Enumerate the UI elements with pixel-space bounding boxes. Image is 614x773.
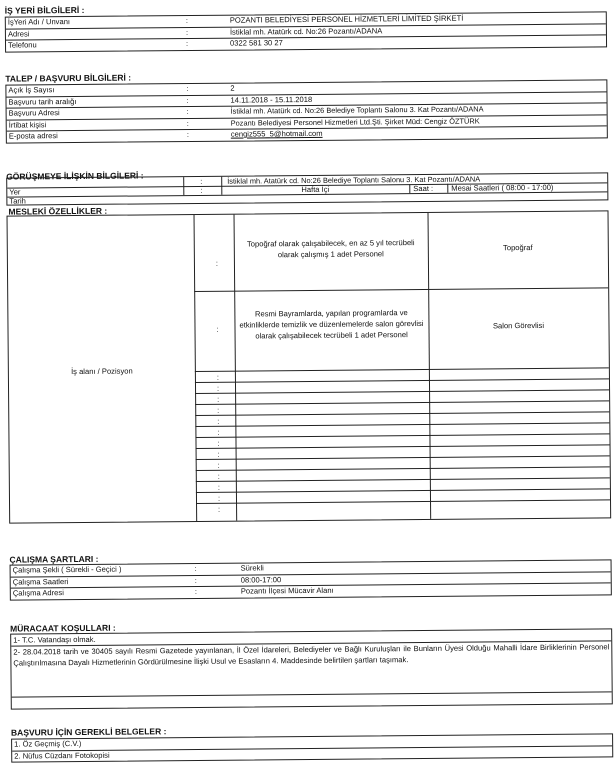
isyeri-unvan-value: POZANTI BELEDİYESİ PERSONEL HİZMETLERİ LİMİTED ŞİRKETİ — [229, 13, 464, 25]
calisma-saat-value: 08:00-17:00 — [240, 574, 282, 585]
talep-irtibat-label: İrtibat kişisi — [8, 119, 47, 130]
calisma-adres-value: Pozantı İlçesi Mücavir Alanı — [240, 585, 334, 596]
talep-row-tarih: Başvuru tarih aralığı : 14.11.2018 - 15.11.2018 — [6, 92, 606, 109]
calisma-row-sekli: Çalışma Şekli ( Sürekli - Geçici ) : Sürekli — [11, 560, 611, 577]
isyeri-telefon-label: Telefonu — [7, 40, 37, 50]
calisma-adres-label: Çalışma Adresi — [12, 588, 64, 598]
talep-irtibat-value: Pozantı Belediyesi Personel Hizmetleri Ltd.Şti. Şirket Müd: Cengiz ÖZTÜRK — [230, 115, 480, 128]
talep-title: TALEP / BAŞVURU BİLGİLERİ : — [5, 72, 132, 84]
calisma-sekli-label: Çalışma Şekli ( Sürekli - Geçici ) — [12, 564, 122, 575]
gorusme-tarih-label: Tarih — [9, 196, 26, 206]
talep-is-sayisi-value: 2 — [230, 83, 235, 93]
belgeler-item-1: 1. Öz Geçmiş (C.V.) — [12, 734, 612, 751]
calisma-sekli-value: Sürekli — [240, 563, 264, 573]
gorusme-box: : İstiklal mh. Atatürk cd. No:26 Belediye Toplantı Salonu 3. Kat Pozantı/ADANA Yer : Hafta İçi Saat : Mesai Saatleri ( 08:00 - 17:00) Tarih — [6, 172, 608, 205]
gorusme-saat-value: Mesai Saatleri ( 08:00 - 17:00) — [451, 182, 554, 193]
calisma-row-adres: Çalışma Adresi : Pozantı İlçesi Mücavir Alanı — [12, 585, 334, 598]
muracaat-box — [10, 628, 613, 709]
muracaat-title: MÜRACAAT KOŞULLARI : — [10, 622, 116, 634]
talep-adres-value: İstiklal mh. Atatürk cd. No:26 Belediye Toplantı Salonu 3. Kat Pozantı/ADANA — [230, 104, 484, 116]
muracaat-item-1: 1- T.C. Vatandaşı olmak. — [11, 629, 611, 646]
isyeri-row-adres: Adresi : İstiklal mh. Atatürk cd. No:26 Pozantı/ADANA — [6, 24, 606, 41]
talep-tarih-label: Başvuru tarih aralığı — [8, 96, 77, 107]
isyeri-adres-label: Adresi — [7, 28, 30, 39]
muracaat-item-2: 2- 28.04.2018 tarih ve 30405 sayılı Resmi Gazetede yayınlanan, İl Özel İdareleri, Belediyeler ve Bağlı Kuruluşları ile Bunların Üyesi Olduğu Mahalli İdare Birliklerinin Personel Çalıştırılmasına Dayalı Hizmetlerinin Gördürülmesine İlişki Usul ve Esasların 4. Maddesinde belirtilen şartları taşımak. — [11, 641, 611, 697]
gorusme-title: GÖRÜŞMEYE İLİŞKİN BİLGİLERİ : — [6, 170, 144, 182]
gorusme-tarih-value: Hafta İçi — [301, 184, 330, 195]
talep-box — [5, 79, 607, 143]
belgeler-item-2: 2. Nüfus Cüzdanı Fotokopisi — [14, 750, 110, 761]
mesleki-side-label: İş alanı / Pozisyon — [71, 366, 133, 377]
position-desc-topograf: Topoğraf olarak çalışabilecek, en az 5 yıl tecrübeli olarak çalışmış 1 adet Personel — [246, 238, 415, 260]
talep-is-sayisi-label: Açık İş Sayısı — [8, 85, 55, 95]
isyeri-row-telefon: Telefonu : 0322 581 30 27 — [7, 38, 283, 50]
isyeri-unvan-label: İşYeri Adı / Unvanı — [7, 17, 71, 27]
talep-eposta-label: E-posta adresi — [8, 131, 58, 141]
talep-row-is-sayisi: Açık İş Sayısı : 2 — [6, 80, 606, 97]
talep-row-adres: Başvuru Adresi : İstiklal mh. Atatürk cd. No:26 Belediye Toplantı Salonu 3. Kat Pozantı/ADANA — [7, 103, 607, 120]
gorusme-yer-label: Yer — [9, 187, 21, 197]
talep-adres-label: Başvuru Adresi — [8, 108, 60, 118]
talep-tarih-value: 14.11.2018 - 15.11.2018 — [230, 94, 313, 105]
belgeler-box — [11, 733, 613, 762]
calisma-saat-label: Çalışma Saatleri — [12, 576, 69, 587]
isyeri-row-unvan: İşYeri Adı / Unvanı : POZANTI BELEDİYESİ PERSONEL HİZMETLERİ LİMİTED ŞİRKETİ — [6, 12, 606, 29]
calisma-box — [10, 559, 612, 600]
position-name-salon: Salon Görevlisi — [492, 320, 545, 331]
belgeler-title: BAŞVURU İÇİN GEREKLİ BELGELER : — [10, 726, 167, 738]
position-name-topograf: Topoğraf — [502, 243, 533, 253]
talep-row-eposta: E-posta adresi : cengiz555_5@hotmail.com — [8, 128, 323, 141]
isyeri-title: İŞ YERİ BİLGİLERİ : — [4, 4, 85, 16]
gorusme-yer-value: İstiklal mh. Atatürk cd. No:26 Belediye Toplantı Salonu 3. Kat Pozantı/ADANA — [227, 174, 481, 186]
position-desc-salon: Resmi Bayramlarda, yapılan programlarda ve etkinliklerde temizlik ve düzenlemelerde salon görevlisi olarak çalışabilecek tecrübeli 1 adet Personel — [239, 308, 424, 341]
isyeri-telefon-value: 0322 581 30 27 — [229, 38, 283, 48]
calisma-title: ÇALIŞMA ŞARTLARI : — [9, 553, 99, 565]
talep-row-irtibat: İrtibat kişisi : Pozantı Belediyesi Personel Hizmetleri Ltd.Şti. Şirket Müd: Cengiz ÖZTÜRK — [7, 115, 607, 132]
mesleki-title: MESLEKİ ÖZELLİKLER : — [8, 205, 108, 217]
gorusme-saat-label: Saat : — [413, 183, 434, 194]
isyeri-box — [5, 11, 607, 52]
calisma-row-saat: Çalışma Saatleri : 08:00-17:00 — [11, 572, 611, 589]
mesleki-table: İş alanı / Pozisyon : Topoğraf olarak çalışabilecek, en az 5 yıl tecrübeli olarak çalışmış 1 adet Personel Topoğraf : Resmi Bayramlarda, yapılan programlarda ve etkinliklerde temizlik ve düzenlemelerde salon görevlisi olarak çalışabilecek tecrübeli 1 adet Personel Salon Görevlisi : : : : : : : : : : : : : — [7, 210, 612, 523]
talep-eposta-link[interactable]: cengiz555_5@hotmail.com — [230, 128, 323, 139]
isyeri-adres-value: İstiklal mh. Atatürk cd. No:26 Pozantı/ADANA — [229, 25, 383, 37]
